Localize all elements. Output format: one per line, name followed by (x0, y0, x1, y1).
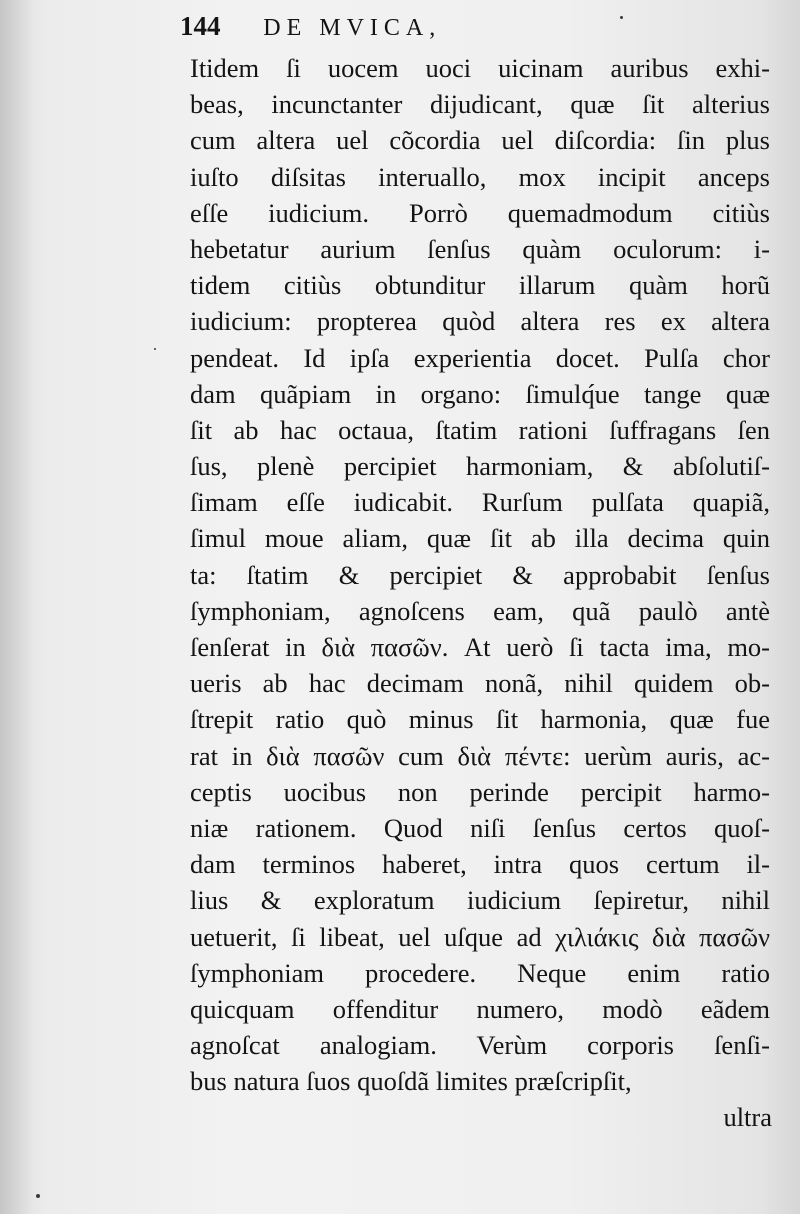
text-line: ta: ſtatim & percipiet & approbabit ſenſus (190, 559, 770, 590)
paper-speck (620, 16, 623, 19)
body-text (190, 50, 800, 1136)
text-line: tidem citiùs obtunditur illarum quàm horũ (190, 270, 770, 301)
text-line: iuſto diſsitas interuallo, mox incipit anceps (190, 161, 770, 192)
text-line: lius & exploratum iudicium ſepiretur, nihil (190, 885, 770, 916)
text-line: niæ rationem. Quod niſi ſenſus certos quoſ- (190, 812, 770, 843)
text-line: ſus, plenè percipiet harmoniam, & abſolutiſ- (190, 451, 770, 482)
text-line: uetuerit, ſi libeat, uel uſque ad χιλιάκις διὰ πασῶν (190, 921, 770, 952)
text-line: ueris ab hac decimam nonã, nihil quidem ob- (190, 668, 770, 699)
text-line: ſymphoniam procedere. Neque enim ratio (190, 957, 770, 988)
running-title: DE MVICA, (263, 15, 442, 41)
text-line: quicquam offenditur numero, modò eãdem (190, 993, 770, 1024)
text-line: bus natura ſuos quoſdã limites præſcripſit, (190, 1066, 632, 1097)
text-line: hebetatur aurium ſenſus quàm oculorum: i- (190, 233, 770, 264)
text-line: beas, incunctanter dijudicant, quæ ſit alterius (190, 89, 770, 120)
paper-speck (154, 348, 156, 350)
text-line: cum altera uel cõcordia uel diſcordia: ſin plus (190, 125, 770, 156)
text-line: eſſe iudicium. Porrò quemadmodum citiùs (190, 197, 770, 228)
text-line: Itidem ſi uocem uoci uicinam auribus exhi- (190, 53, 770, 83)
text-line: dam terminos haberet, intra quos certum il- (190, 849, 770, 880)
text-line: agnoſcat analogiam. Verùm corporis ſenſi- (190, 1030, 770, 1061)
text-line: rat in διὰ πασῶν cum διὰ πέντε: uerùm auris, ac- (190, 740, 770, 771)
text-line: dam quãpiam in organo: ſimulq́ue tange quæ (190, 378, 770, 409)
paper-speck (36, 1194, 40, 1198)
text-line: ſenſerat in διὰ πασῶν. At uerò ſi tacta ima, mo- (190, 632, 770, 662)
text-line: ceptis uocibus non perinde percipit harmo- (190, 776, 770, 807)
text-line: ſimam eſſe iudicabit. Rurſum pulſata quapiã, (190, 487, 770, 518)
running-head (180, 6, 780, 46)
text-line: ſymphoniam, agnoſcens eam, quã paulò antè (190, 595, 770, 626)
text-line: ſtrepit ratio quò minus ſit harmonia, quæ fue (190, 704, 770, 735)
text-line: ſimul moue aliam, quæ ſit ab illa decima quin (190, 523, 770, 554)
text-line: pendeat. Id ipſa experientia docet. Pulſa chor (190, 342, 770, 373)
page-number: 144 (180, 11, 221, 41)
text-line: iudicium: propterea quòd altera res ex altera (190, 306, 770, 337)
text-line: ſit ab hac octaua, ſtatim rationi ſuffragans ſen (190, 414, 770, 445)
catchword: ultra (723, 1102, 772, 1133)
